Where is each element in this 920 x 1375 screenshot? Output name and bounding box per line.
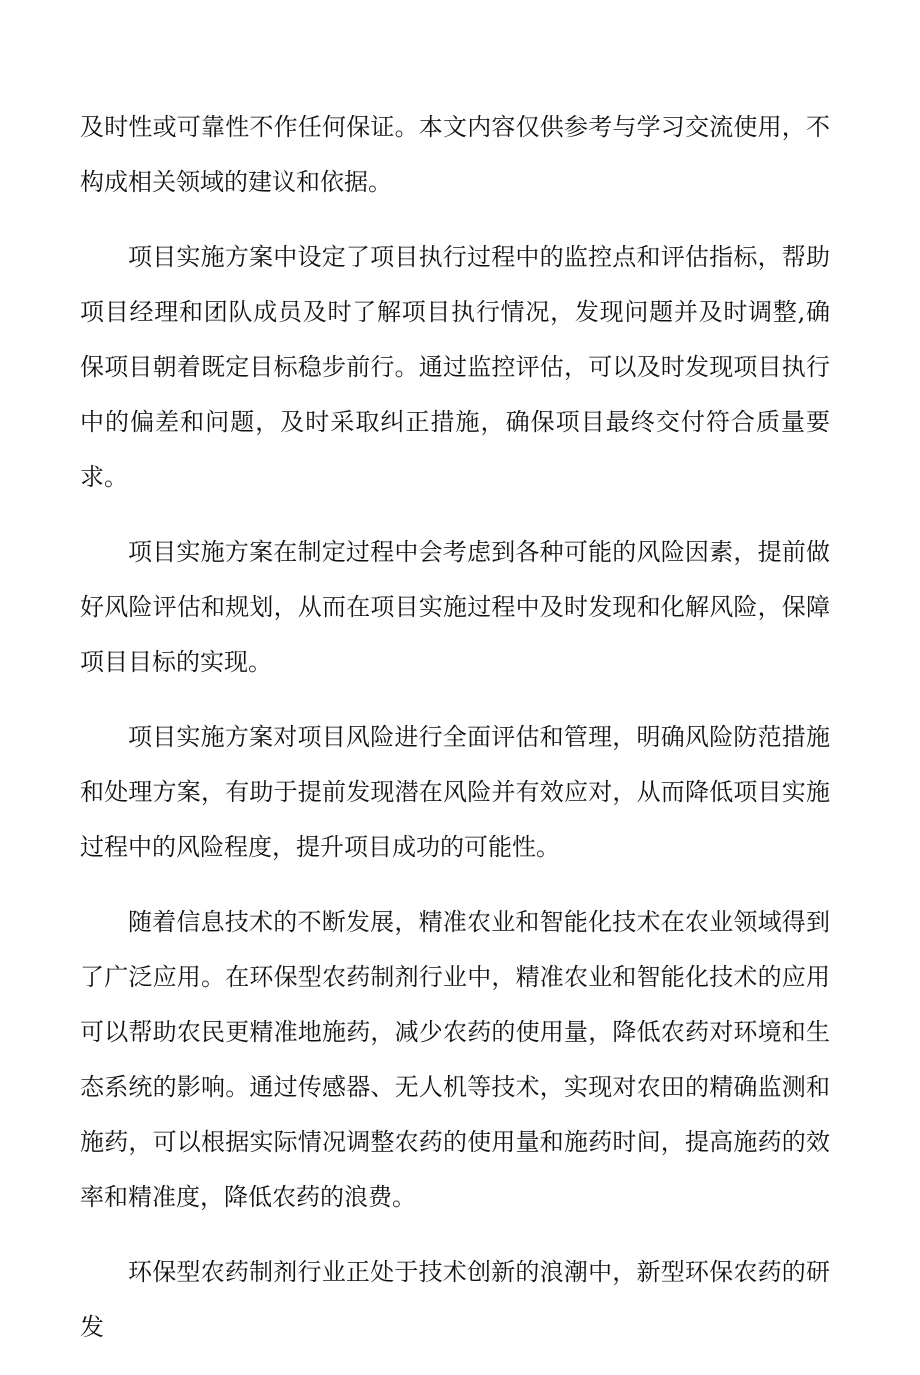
paragraph-continued: 及时性或可靠性不作任何保证。本文内容仅供参考与学习交流使用，不构成相关领域的建议和依据。 bbox=[80, 113, 830, 196]
paragraph-risk-planning: 项目实施方案在制定过程中会考虑到各种可能的风险因素，提前做好风险评估和规划，从而在项目实施过程中及时发现和化解风险，保障项目目标的实现。 bbox=[80, 538, 830, 676]
paragraph-risk-management: 项目实施方案对项目风险进行全面评估和管理，明确风险防范措施和处理方案，有助于提前发现潜在风险并有效应对，从而降低项目实施过程中的风险程度，提升项目成功的可能性。 bbox=[80, 723, 830, 861]
paragraph-technology-innovation: 环保型农药制剂行业正处于技术创新的浪潮中，新型环保农药的研发 bbox=[80, 1258, 830, 1341]
paragraph-precision-agriculture: 随着信息技术的不断发展，精准农业和智能化技术在农业领域得到了广泛应用。在环保型农药制剂行业中，精准农业和智能化技术的应用可以帮助农民更精准地施药，减少农药的使用量，降低农药对环境和生态系统的影响。通过传感器、无人机等技术，实现对农田的精确监测和施药，可以根据实际情况调整农药的使用量和施药时间，提高施药的效率和精准度，降低农药的浪费。 bbox=[80, 908, 830, 1211]
document-body bbox=[80, 100, 830, 1375]
paragraph-monitoring: 项目实施方案中设定了项目执行过程中的监控点和评估指标，帮助项目经理和团队成员及时了解项目执行情况，发现问题并及时调整,确保项目朝着既定目标稳步前行。通过监控评估，可以及时发现项目执行中的偏差和问题，及时采取纠正措施，确保项目最终交付符合质量要求。 bbox=[80, 243, 830, 491]
